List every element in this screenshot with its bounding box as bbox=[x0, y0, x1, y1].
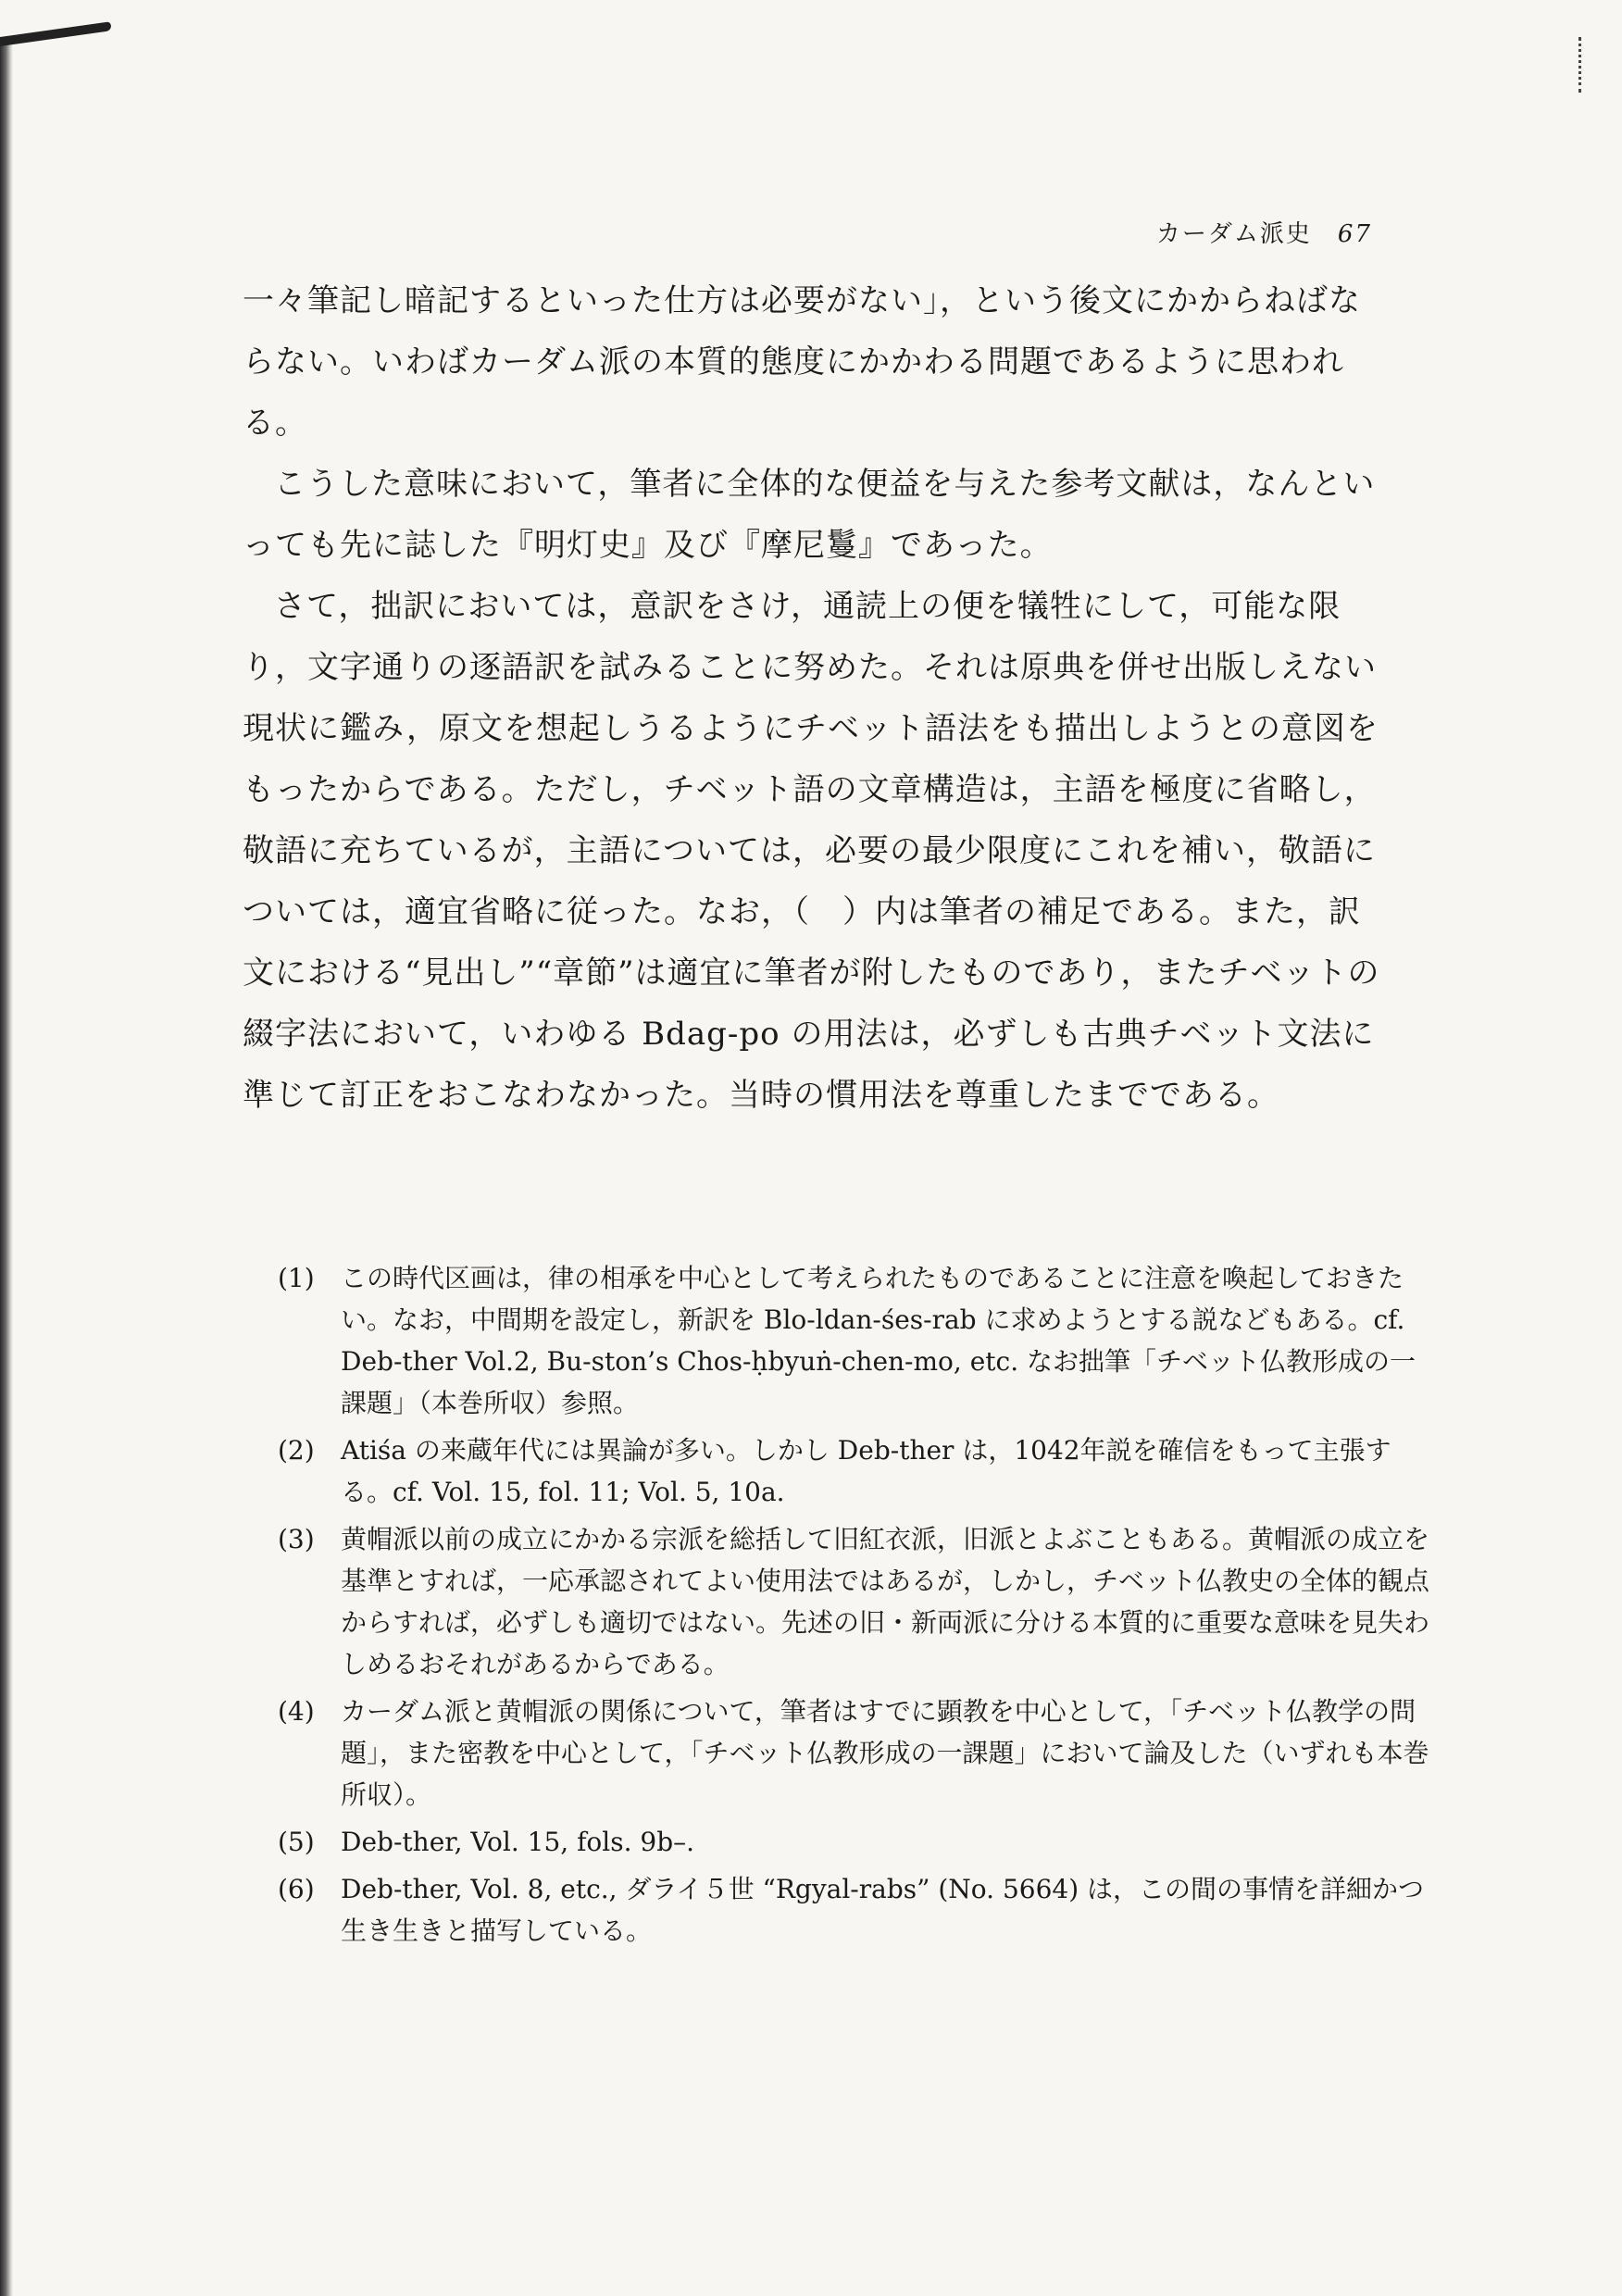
footnote bbox=[278, 1691, 1435, 1816]
footnote-number: (5) bbox=[278, 1827, 315, 1857]
footnote-text: この時代区画は，律の相承を中心として考えられたものであることに注意を喚起しておきたい。なお，中間期を設定し，新訳を Blo-ldan-śes-rab に求めようとする説などもある。cf. Deb-ther Vol.2, Bu-ston’s Chos-ḥbyuṅ-chen-mo, etc. なお拙筆「チベット仏教形成の一課題」（本巻所収）参照。 bbox=[341, 1263, 1416, 1418]
footnote-number: (1) bbox=[278, 1263, 315, 1293]
footnote-number: (3) bbox=[278, 1524, 315, 1554]
paragraph: 一々筆記し暗記するといった仕方は必要がない」，という後文にかからねばならない。いわばカーダム派の本質的態度にかかわる問題であるように思われる。 bbox=[243, 282, 1361, 442]
footnote-number: (4) bbox=[278, 1696, 315, 1727]
page-number: 67 bbox=[1337, 220, 1372, 248]
footnote-text: カーダム派と黄帽派の関係について，筆者はすでに顕教を中心として，「チベット仏教学の問題」，また密教を中心として，「チベット仏教形成の一課題」において論及した（いずれも本巻所収）。 bbox=[341, 1696, 1429, 1810]
footnote-text: Deb-ther, Vol. 8, etc., ダライ５世 “Rgyal-rabs” (No. 5664) は，この間の事情を詳細かつ生き生きと描写している。 bbox=[341, 1874, 1425, 1946]
paragraph: さて，拙訳においては，意訳をさけ，通読上の便を犠牲にして，可能な限り，文字通りの逐語訳を試みることに努めた。それは原典を併せ出版しえない現状に鑑み，原文を想起しうるようにチベット語法をも描出しようとの意図をもったからである。ただし，チベット語の文章構造は，主語を極度に省略し，敬語に充ちているが，主語については，必要の最少限度にこれを補い，敬語については，適宜省略に従った。なお，（ ）内は筆者の補足である。また，訳文における“見出し”“章節”は適宜に筆者が附したものであり，またチベットの綴字法において，いわゆる Bdag-po の用法は，必ずしも古典チベット文法に準じて訂正をおこなわなかった。当時の慣用法を尊重したまでである。 bbox=[243, 588, 1380, 1114]
footnote-text: 黄帽派以前の成立にかかる宗派を総括して旧紅衣派，旧派とよぶこともある。黄帽派の成立を基準とすれば，一応承認されてよい使用法ではあるが，しかし，チベット仏教史の全体的観点からすれば，必ずしも適切ではない。先述の旧・新両派に分ける本質的に重要な意味を見失わしめるおそれがあるからである。 bbox=[341, 1524, 1430, 1679]
scan-corner-shadow bbox=[0, 21, 111, 46]
scan-binding-shadow bbox=[0, 37, 13, 2296]
footnote bbox=[278, 1868, 1435, 1952]
footnote bbox=[278, 1257, 1435, 1424]
footnote bbox=[278, 1821, 1435, 1863]
footnote-text: Deb-ther, Vol. 15, fols. 9b–. bbox=[341, 1827, 695, 1857]
footnote bbox=[278, 1429, 1435, 1513]
scan-corner-mark bbox=[1578, 37, 1594, 93]
footnotes bbox=[278, 1257, 1435, 1957]
footnote-number: (6) bbox=[278, 1874, 315, 1904]
footnote-number: (2) bbox=[278, 1435, 315, 1466]
running-head bbox=[1156, 215, 1372, 249]
footnote-text: Atiśa の来蔵年代には異論が多い。しかし Deb-ther は，1042年説を確信をもって主張する。cf. Vol. 15, fol. 11; Vol. 5, 10a. bbox=[341, 1435, 1391, 1507]
running-title: カーダム派史 bbox=[1155, 220, 1312, 248]
footnote bbox=[278, 1518, 1435, 1685]
paragraph: こうした意味において，筆者に全体的な便益を与えた参考文献は，なんといっても先に誌した『明灯史』及び『摩尼鬘』であった。 bbox=[243, 466, 1376, 564]
body-text bbox=[243, 270, 1391, 1126]
